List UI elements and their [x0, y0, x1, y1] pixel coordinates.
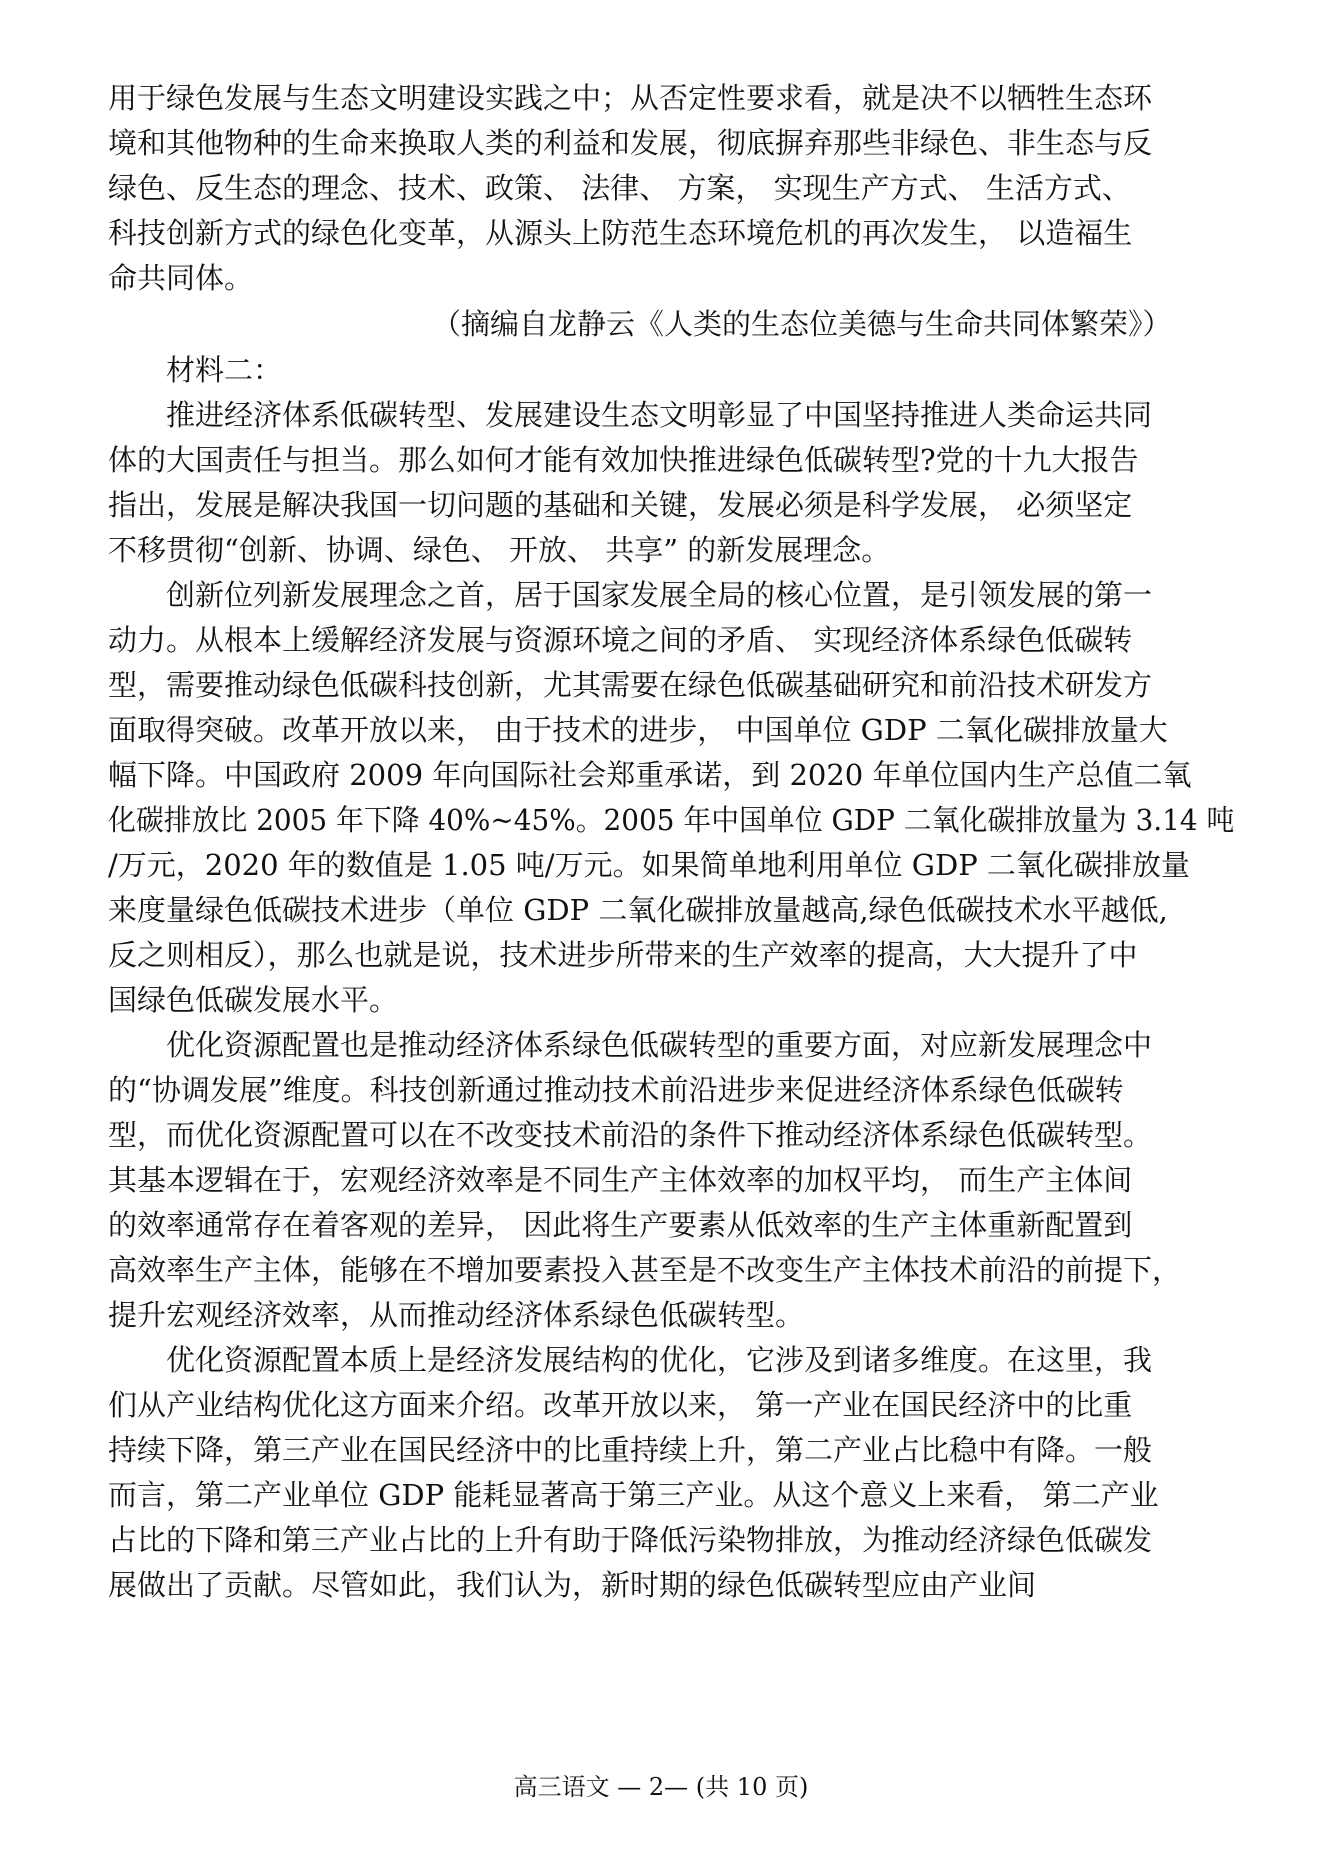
text-line: 占比的下降和第三产业占比的上升有助于降低污染物排放，为推动经济绿色低碳发	[108, 1523, 1153, 1557]
text-line: 不移贯彻“创新、协调、绿色、 开放、 共享” 的新发展理念。	[108, 533, 891, 567]
text-line: 科技创新方式的绿色化变革，从源头上防范生态环境危机的再次发生， 以造福生	[108, 216, 1133, 250]
text-line: 优化资源配置也是推动经济体系绿色低碳转型的重要方面，对应新发展理念中	[166, 1028, 1153, 1062]
text-line: 国绿色低碳发展水平。	[108, 983, 399, 1017]
text-line: 面取得突破。改革开放以来， 由于技术的进步， 中国单位 GDP 二氧化碳排放量大	[108, 713, 1168, 747]
text-line: 展做出了贡献。尽管如此，我们认为，新时期的绿色低碳转型应由产业间	[108, 1568, 1037, 1602]
text-line: 体的大国责任与担当。那么如何才能有效加快推进绿色低碳转型?党的十九大报告	[108, 443, 1139, 477]
text-line: 化碳排放比 2005 年下降 40%~45%。2005 年中国单位 GDP 二氧化碳排放量为 3.14 吨	[108, 803, 1235, 837]
text-line: 用于绿色发展与生态文明建设实践之中；从否定性要求看，就是决不以牺牲生态环	[108, 81, 1153, 115]
text-line: 其基本逻辑在于，宏观经济效率是不同生产主体效率的加权平均， 而生产主体间	[108, 1163, 1133, 1197]
text-line: 优化资源配置本质上是经济发展结构的优化，它涉及到诸多维度。在这里，我	[166, 1343, 1153, 1377]
material-heading: 材料二：	[166, 353, 283, 387]
text-line: 高效率生产主体，能够在不增加要素投入甚至是不改变生产主体技术前沿的前提下，	[108, 1253, 1182, 1287]
text-line: 命共同体。	[108, 261, 254, 295]
page-footer: 高三语文 — 2— (共 10 页)	[513, 1773, 809, 1801]
text-line: 绿色、反生态的理念、技术、政策、 法律、 方案， 实现生产方式、 生活方式、	[108, 171, 1131, 205]
text-line: 提升宏观经济效率，从而推动经济体系绿色低碳转型。	[108, 1298, 805, 1332]
text-line: 来度量绿色低碳技术进步（单位 GDP 二氧化碳排放量越高,绿色低碳技术水平越低,	[108, 893, 1168, 927]
text-line: 而言，第二产业单位 GDP 能耗显著高于第三产业。从这个意义上来看， 第二产业	[108, 1478, 1159, 1512]
text-line: 们从产业结构优化这方面来介绍。改革开放以来， 第一产业在国民经济中的比重	[108, 1388, 1133, 1422]
source-citation: （摘编自龙静云《人类的生态位美德与生命共同体繁荣》）	[432, 307, 1172, 341]
text-line: 的“协调发展”维度。科技创新通过推动技术前沿进步来促进经济体系绿色低碳转	[108, 1073, 1124, 1107]
text-line: 型，需要推动绿色低碳科技创新，尤其需要在绿色低碳基础研究和前沿技术研发方	[108, 668, 1153, 702]
text-line: 反之则相反），那么也就是说，技术进步所带来的生产效率的提高，大大提升了中	[108, 938, 1138, 972]
text-line: 动力。从根本上缓解经济发展与资源环境之间的矛盾、 实现经济体系绿色低碳转	[108, 623, 1133, 657]
text-line: 幅下降。中国政府 2009 年向国际社会郑重承诺，到 2020 年单位国内生产总值二氧	[108, 758, 1192, 792]
text-line: 指出，发展是解决我国一切问题的基础和关键，发展必须是科学发展， 必须坚定	[108, 488, 1133, 522]
text-line: 推进经济体系低碳转型、发展建设生态文明彰显了中国坚持推进人类命运共同	[166, 398, 1153, 432]
text-line: 持续下降，第三产业在国民经济中的比重持续上升，第二产业占比稳中有降。一般	[108, 1433, 1153, 1467]
text-line: 创新位列新发展理念之首，居于国家发展全局的核心位置，是引领发展的第一	[166, 578, 1153, 612]
text-line: /万元，2020 年的数值是 1.05 吨/万元。如果简单地利用单位 GDP 二氧化碳排放量	[108, 848, 1190, 882]
text-line: 型，而优化资源配置可以在不改变技术前沿的条件下推动经济体系绿色低碳转型。	[108, 1118, 1153, 1152]
text-line: 的效率通常存在着客观的差异， 因此将生产要素从低效率的生产主体重新配置到	[108, 1208, 1133, 1242]
text-line: 境和其他物种的生命来换取人类的利益和发展，彻底摒弃那些非绿色、非生态与反	[108, 126, 1153, 160]
